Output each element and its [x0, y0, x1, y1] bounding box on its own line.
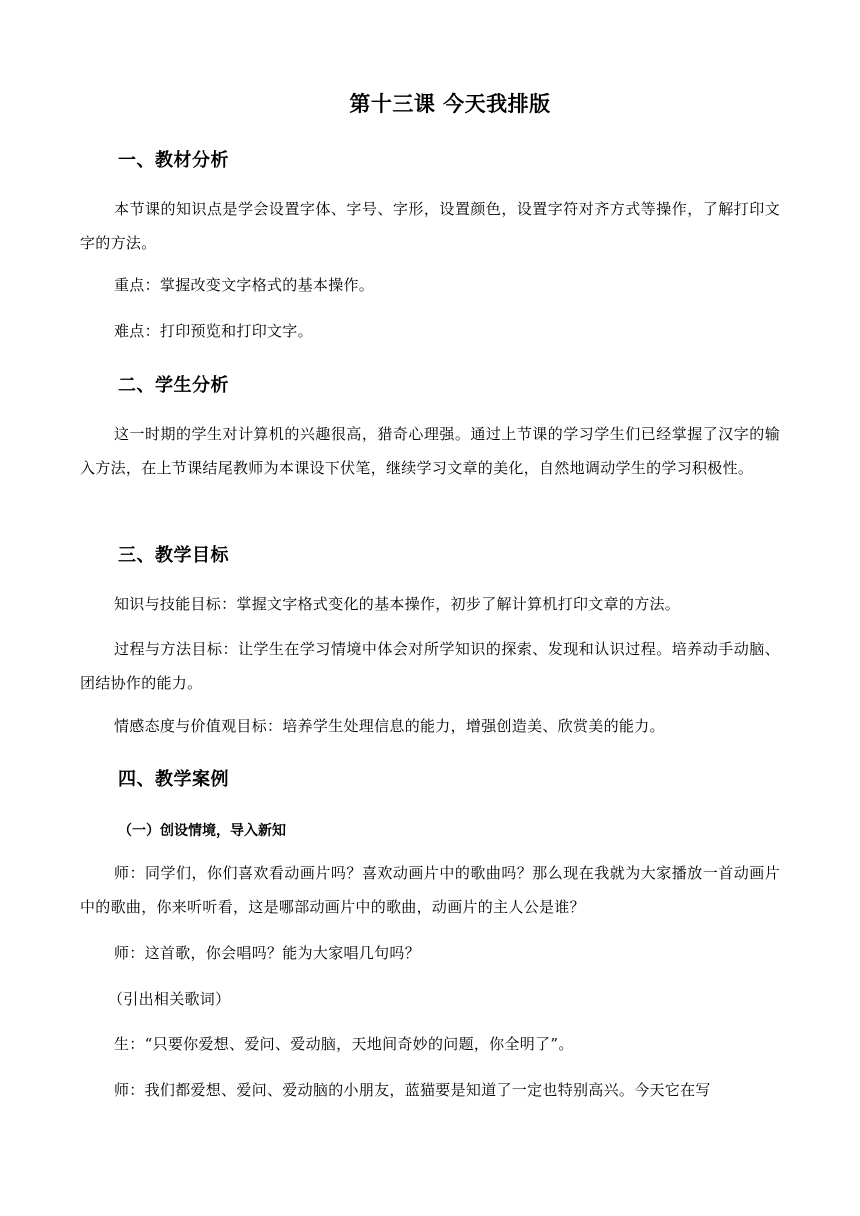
section-heading-analysis: 一、教材分析: [118, 150, 229, 171]
paragraph-process-goal: 过程与方法目标：让学生在学习情境中体会对所学知识的探索、发现和认识过程。培养动手动脑、团结协作的能力。: [80, 640, 780, 692]
section-heading-goals: 三、教学目标: [118, 545, 229, 566]
subsection-heading: （一）创设情境，导入新知: [118, 823, 286, 839]
paragraph: 这一时期的学生对计算机的兴趣很高，猎奇心理强。通过上节课的学习学生们已经掌握了汉字的输入方法，在上节课结尾教师为本课设下伏笔，继续学习文章的美化，自然地调动学生的学习积极性。: [80, 425, 780, 477]
paragraph-attitude-goal: 情感态度与价值观目标：培养学生处理信息的能力，增强创造美、欣赏美的能力。: [114, 717, 665, 735]
paragraph: 生：“只要你爱想、爱问、爱动脑，天地间奇妙的问题，你全明了”。: [114, 1035, 574, 1053]
document-title: 第十三课 今天我排版: [349, 92, 551, 116]
section-heading-case: 四、教学案例: [118, 769, 229, 790]
paragraph: 师：我们都爱想、爱问、爱动脑的小朋友，蓝猫要是知道了一定也特别高兴。今天它在写: [114, 1081, 711, 1099]
paragraph: 本节课的知识点是学会设置字体、字号、字形，设置颜色，设置字符对齐方式等操作，了解打印文字的方法。: [80, 200, 780, 252]
paragraph: 师：同学们，你们喜欢看动画片吗？喜欢动画片中的歌曲吗？那么现在我就为大家播放一首动画片中的歌曲，你来听听看，这是哪部动画片中的歌曲，动画片的主人公是谁？: [80, 864, 780, 916]
paragraph-note: （引出相关歌词）: [108, 990, 231, 1008]
paragraph-difficulty: 难点：打印预览和打印文字。: [114, 322, 313, 340]
paragraph-knowledge-goal: 知识与技能目标：掌握文字格式变化的基本操作，初步了解计算机打印文章的方法。: [114, 595, 681, 613]
paragraph: 师：这首歌，你会唱吗？能为大家唱几句吗？: [114, 944, 421, 962]
paragraph-key-point: 重点：掌握改变文字格式的基本操作。: [114, 276, 375, 294]
section-heading-students: 二、学生分析: [118, 375, 229, 396]
